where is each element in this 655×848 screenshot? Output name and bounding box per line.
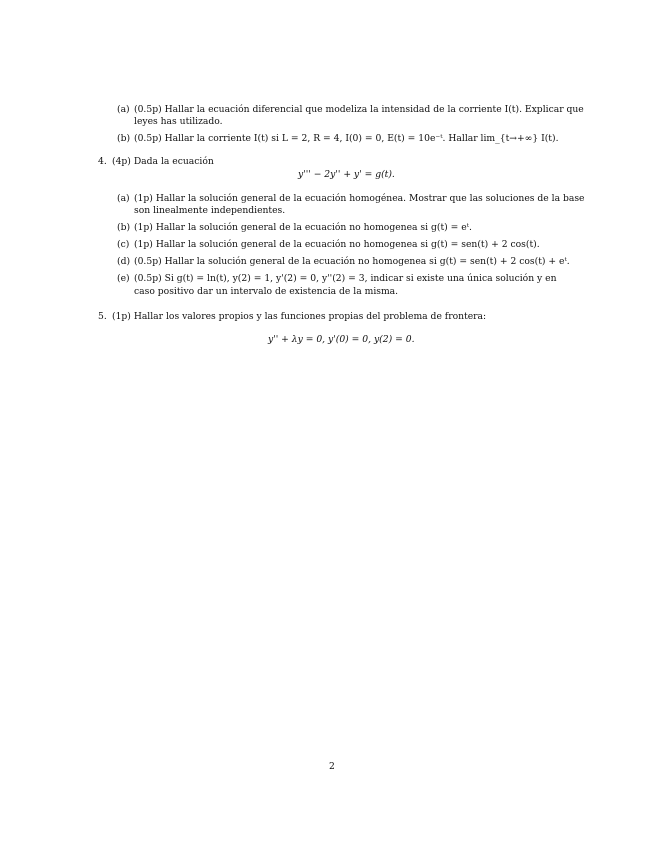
item-3b-line1: (0.5p) Hallar la corriente I(t) si L = 2, R = 4, I(0) = 0, E(t) = 10e⁻ᵗ. Hallar lim_{t→+∞} I(t). [134,133,559,144]
item-3a-line2: leyes has utilizado. [134,116,223,127]
question-5-equation: y'' + λy = 0, y'(0) = 0, y(2) = 0. [268,334,415,345]
question-5-text: (1p) Hallar los valores propios y las funciones propias del problema de frontera: [112,311,487,322]
item-3b-label: (b) [117,133,131,144]
item-4b-label: (b) [117,222,131,233]
question-4-text: (4p) Dada la ecuación [112,156,214,167]
item-4b-line1: (1p) Hallar la solución general de la ecuación no homogenea si g(t) = eᵗ. [134,222,472,233]
item-3a-line1: (0.5p) Hallar la ecuación diferencial que modeliza la intensidad de la corriente I(t). Explicar que [134,104,584,115]
question-4-number: 4. [98,156,107,167]
item-4e-line1: (0.5p) Si g(t) = ln(t), y(2) = 1, y'(2) = 0, y''(2) = 3, indicar si existe una única solución y en [134,273,557,284]
item-4e-label: (e) [117,273,130,284]
item-4d-line1: (0.5p) Hallar la solución general de la ecuación no homogenea si g(t) = sen(t) + 2 cos(t) + eᵗ. [134,256,570,267]
item-4d-label: (d) [117,256,131,267]
item-3a-label: (a) [117,104,130,115]
item-4a-label: (a) [117,193,130,204]
item-4e-line2: caso positivo dar un intervalo de existencia de la misma. [134,286,399,297]
item-4a-line2: son linealmente independientes. [134,205,286,216]
item-4c-label: (c) [117,239,130,250]
item-4c-line1: (1p) Hallar la solución general de la ecuación no homogenea si g(t) = sen(t) + 2 cos(t). [134,239,540,250]
item-4a-line1: (1p) Hallar la solución general de la ecuación homogénea. Mostrar que las soluciones de la base [134,193,585,204]
page-number: 2 [329,761,335,772]
question-5-number: 5. [98,311,107,322]
question-4-equation: y''' − 2y'' + y' = g(t). [298,169,395,180]
